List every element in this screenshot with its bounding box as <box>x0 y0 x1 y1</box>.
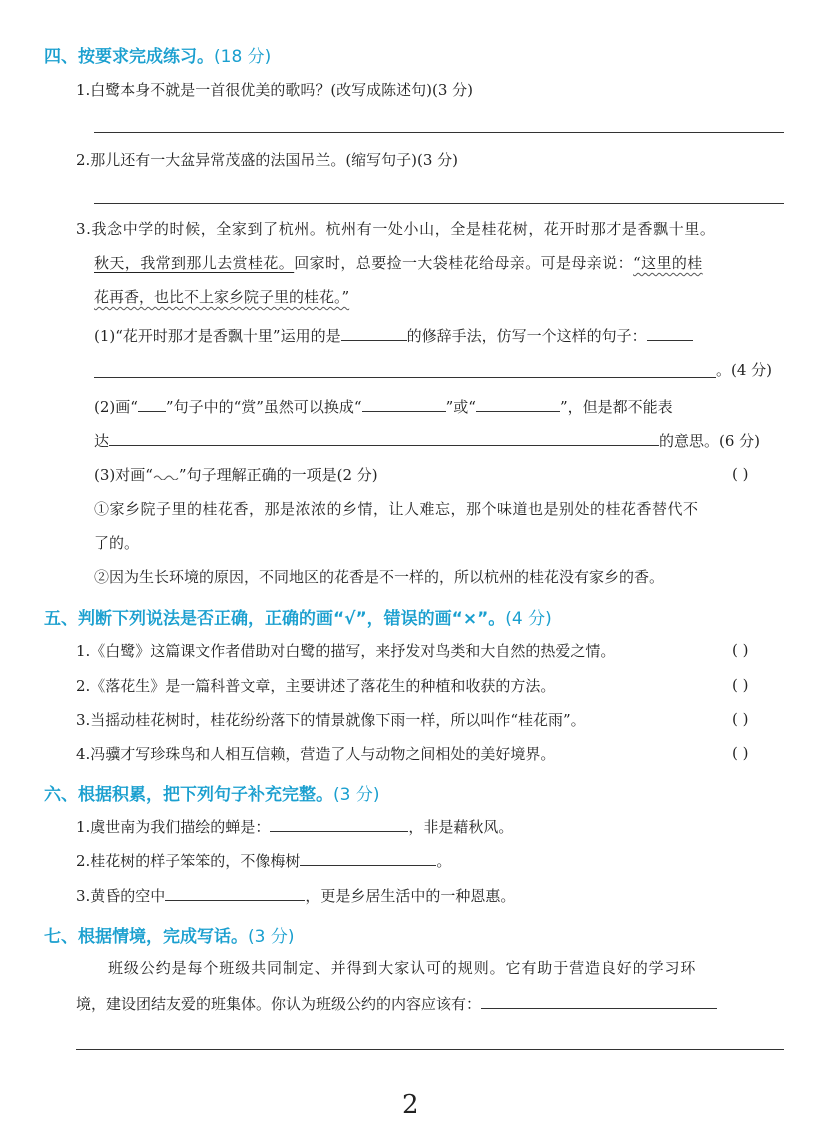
judge-item-3: 3.当摇动桂花树时，桂花纷纷落下的情景就像下雨一样，所以叫作“桂花雨”。 <box>76 711 586 729</box>
prompt-text: 境，建设团结友爱的班集体。你认为班级公约的内容应该有： <box>76 995 482 1013</box>
blank-meaning[interactable] <box>109 431 659 446</box>
writing-answer-line[interactable] <box>76 1049 784 1050</box>
section-7-title <box>44 922 294 947</box>
passage-line-1: 3.我念中学的时候，全家到了杭州。杭州有一处小山，全是桂花树，花开时那才是香飘十里。 <box>76 220 716 238</box>
section-5-title <box>44 604 552 629</box>
blank-imitation-start[interactable] <box>647 326 693 341</box>
section-title-text: 七、根据情境，完成写话。 <box>44 927 248 947</box>
passage-line-3 <box>94 287 349 307</box>
judge-paren-2[interactable]: ( ) <box>732 676 749 694</box>
section-title-text: 五、判断下列说法是否正确，正确的画“√”，错误的画“×”。 <box>44 609 506 629</box>
answer-paren[interactable]: ( ) <box>732 465 749 483</box>
section-title-text: 六、根据积累，把下列句子补充完整。 <box>44 785 333 805</box>
fill-item-2 <box>76 851 451 871</box>
fill-blank-1[interactable] <box>270 817 408 832</box>
judge-paren-3[interactable]: ( ) <box>732 710 749 728</box>
section-4-title <box>44 42 271 67</box>
judge-item-4: 4.冯骥才写珍珠鸟和人相互信赖，营造了人与动物之间相处的美好境界。 <box>76 745 556 763</box>
underlined-sentence: 秋天，我常到那儿去赏桂花。 <box>94 254 295 272</box>
question-4-1: 1.白鹭本身不就是一首很优美的歌吗？(改写成陈述句)(3 分) <box>76 81 474 99</box>
section-6-title <box>44 780 379 805</box>
writing-prompt-line-1: 班级公约是每个班级共同制定、并得到大家认可的规则。它有助于营造良好的学习环 <box>108 959 697 977</box>
fill-item-1 <box>76 817 513 837</box>
subquestion-text: 达 <box>94 432 110 450</box>
section-points: (3 分) <box>248 927 295 947</box>
answer-line-imitation[interactable] <box>94 377 716 378</box>
subquestion-2 <box>94 397 673 417</box>
fill-blank-3[interactable] <box>165 886 305 901</box>
subquestion-text: ”句子理解正确的一项是(2 分) <box>178 466 378 484</box>
fill-text: ，非是藉秋风。 <box>408 818 514 836</box>
subquestion-text: (1)“花开时那才是香飘十里”运用的是 <box>94 327 341 345</box>
option-1: ①家乡院子里的桂花香，那是浓浓的乡情，让人难忘，那个味道也是别处的桂花香替代不 <box>94 500 699 518</box>
section-points: (3 分) <box>333 785 380 805</box>
wavy-underlined-sentence: 花再香，也比不上家乡院子里的桂花。” <box>94 288 350 306</box>
fill-text: 2.桂花树的样子笨笨的，不像梅树 <box>76 852 301 870</box>
section-points: (18 分) <box>214 47 272 67</box>
blank-synonym-1[interactable] <box>362 397 446 412</box>
option-1-cont: 了的。 <box>94 534 140 552</box>
answer-line-4-2[interactable] <box>94 203 784 204</box>
passage-line-2 <box>94 253 703 273</box>
judge-item-2: 2.《落花生》是一篇科普文章，主要讲述了落花生的种植和收获的方法。 <box>76 677 556 695</box>
blank-synonym-2[interactable] <box>476 397 560 412</box>
fill-item-3 <box>76 886 515 906</box>
wavy-line-sample <box>153 470 179 480</box>
section-points: (4 分) <box>505 609 552 629</box>
fill-blank-2[interactable] <box>300 851 436 866</box>
fill-text: 。 <box>436 852 452 870</box>
writing-prompt-line-2 <box>76 994 717 1014</box>
passage-text: 回家时，总要捡一大袋桂花给母亲。可是母亲说： <box>294 254 634 272</box>
answer-line-4-1[interactable] <box>94 132 784 133</box>
subquestion-1-points: 。(4 分) <box>716 361 773 379</box>
blank-rhetoric[interactable] <box>341 326 407 341</box>
subquestion-text: ”句子中的“赏”虽然可以换成“ <box>165 398 362 416</box>
subquestion-3 <box>94 465 378 485</box>
straight-underline-sample <box>138 397 166 412</box>
wavy-underlined-sentence: “这里的桂 <box>633 254 703 272</box>
judge-paren-4[interactable]: ( ) <box>732 744 749 762</box>
subquestion-2-cont <box>94 431 760 451</box>
judge-item-1: 1.《白鹭》这篇课文作者借助对白鹭的描写，来抒发对鸟类和大自然的热爱之情。 <box>76 642 616 660</box>
section-title-text: 四、按要求完成练习。 <box>44 47 214 67</box>
page-number: 2 <box>402 1090 419 1120</box>
judge-paren-1[interactable]: ( ) <box>732 641 749 659</box>
subquestion-text: (3)对画“ <box>94 466 153 484</box>
subquestion-text: 的意思。(6 分) <box>659 432 761 450</box>
fill-text: 1.虞世南为我们描绘的蝉是： <box>76 818 271 836</box>
writing-blank-start[interactable] <box>481 994 717 1009</box>
question-4-2: 2.那儿还有一大盆异常茂盛的法国吊兰。(缩写句子)(3 分) <box>76 151 459 169</box>
fill-text: ，更是乡居生活中的一种恩惠。 <box>305 887 516 905</box>
subquestion-1 <box>94 326 693 346</box>
fill-text: 3.黄昏的空中 <box>76 887 166 905</box>
subquestion-text: 的修辞手法，仿写一个这样的句子： <box>406 327 647 345</box>
subquestion-text: (2)画“ <box>94 398 138 416</box>
subquestion-text: ”，但是都不能表 <box>559 398 673 416</box>
option-2: ②因为生长环境的原因，不同地区的花香是不一样的，所以杭州的桂花没有家乡的香。 <box>94 568 665 586</box>
subquestion-text: ”或“ <box>445 398 476 416</box>
